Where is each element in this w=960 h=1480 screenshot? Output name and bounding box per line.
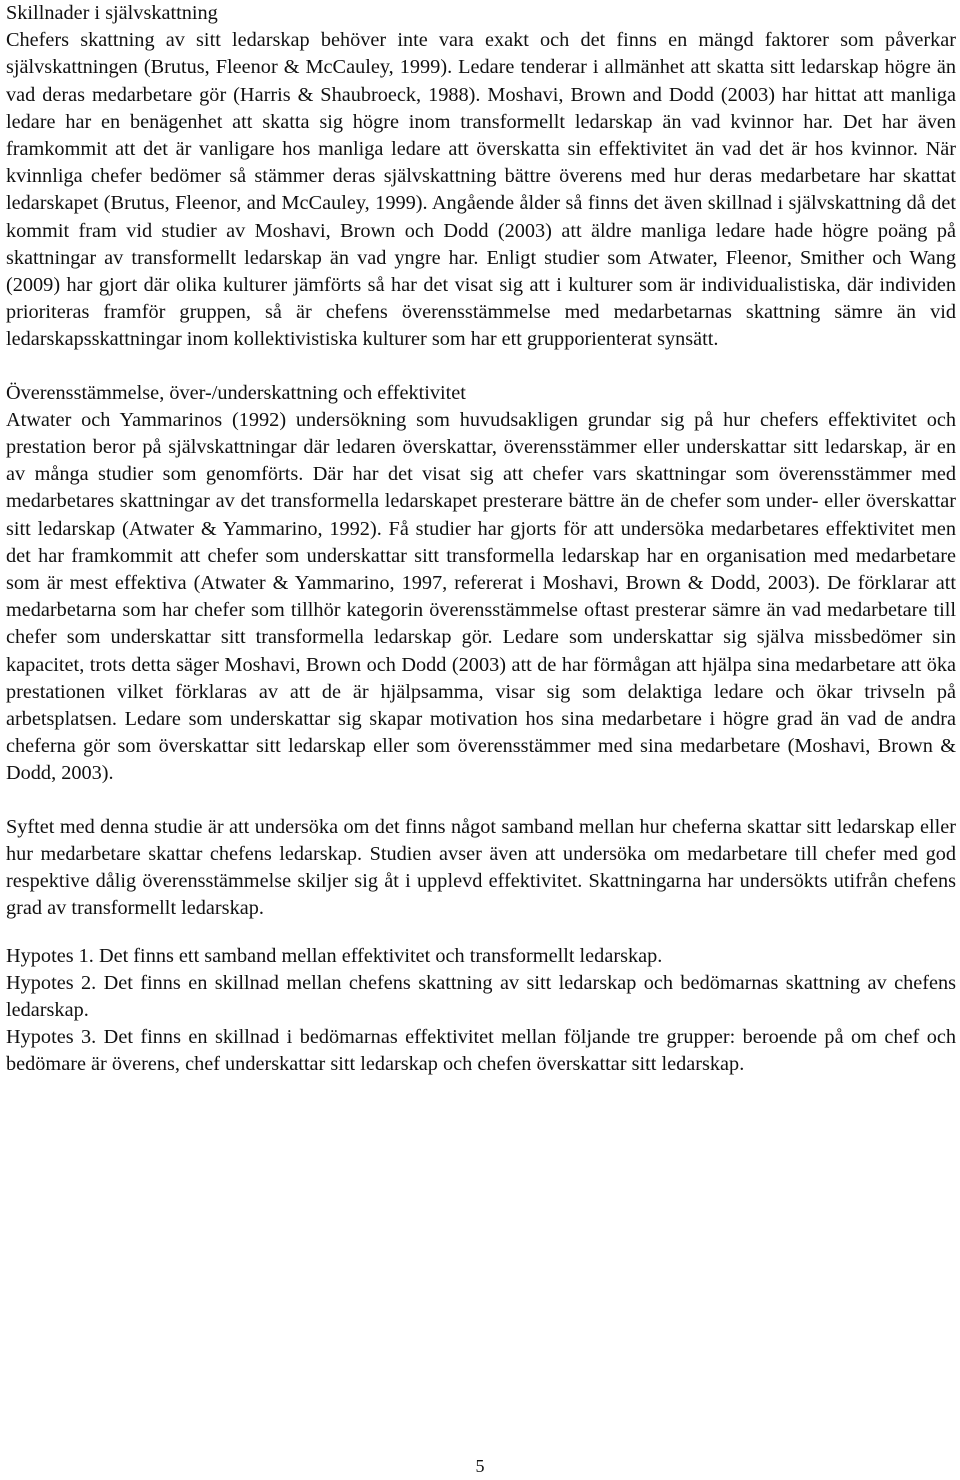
hypothesis-3: Hypotes 3. Det finns en skillnad i bedömarnas effektivitet mellan följande tre grupper: beroende på om chef och bedömare är överens, chef underskattar sitt ledarskap och chefen överskattar sitt ledarskap. — [6, 1026, 956, 1076]
section-heading-self-assessment: Skillnader i självskattning — [6, 2, 218, 24]
spacer — [6, 788, 956, 814]
paragraph-agreement: Atwater och Yammarinos (1992) undersökning som huvudsakligen grundar sig på hur chefers effektivitet och prestation beror på självskattningar där ledaren överskattar, överensstämmer eller underskattar sitt ledarskap, är en av många studier som genomförts. Där har det visat sig att chefer vars skattningar som överensstämmer med medarbetares skattningar av det transformella ledarskapet presterare bättre än de chefer som under- eller överskattar sitt ledarskap (Atwater & Yammarino, 1992). Få studier har gjorts för att undersöka medarbetares effektivitet men det har framkommit att chefer som underskattar sitt transformella ledarskap har en organisation med medarbetare som är mest effektiva (Atwater & Yammarino, 1997, refererat i Moshavi, Brown & Dodd, 2003). De förklarar att medarbetarna som har chefer som tillhör kategorin överensstämmelse oftast presterar sämre än vad medarbetare till chefer som underskattar sitt transformella ledarskap gör. Ledare som underskattar sig själva missbedömer sin kapacitet, trots detta säger Moshavi, Brown och Dodd (2003) att de har förmågan att hjälpa sina medarbetare att öka prestationen vilket förklaras av att de är hjälpsamma, visar sig som delaktiga ledare och ökar trivseln på arbetsplatsen. Ledare som underskattar sig skapar motivation hos sina medarbetare i högre grad än vad de andra cheferna gör som överskattar sitt ledarskap eller som överensstämmer med sina medarbetare (Moshavi, Brown & Dodd, 2003). — [6, 408, 956, 785]
section-heading-agreement: Överensstämmelse, över-/underskattning och effektivitet — [6, 381, 466, 404]
paragraph-purpose: Syftet med denna studie är att undersöka om det finns något samband mellan hur cheferna skattar sitt ledarskap eller hur medarbetare skattar chefens ledarskap. Studien avser även att undersöka om medarbetare till chefer med god respektive dålig överensstämmelse skiljer sig åt i upplevd effektivitet. Skattningarna har undersökts utifrån chefens grad av transformellt ledarskap. — [6, 815, 956, 920]
paragraph-self-assessment: Chefers skattning av sitt ledarskap behöver inte vara exakt och det finns en mängd faktorer som påverkar självskattningen (Brutus, Fleenor & McCauley, 1999). Ledare tenderar i allmänhet att skatta sitt ledarskap högre än vad deras medarbetare gör (Harris & Shaubroeck, 1988). Moshavi, Brown and Dodd (2003) har hittat att manliga ledare har en benägenhet att skatta sig högre inom transformellt ledarskap än vad kvinnor har. Det har även framkommit att det är vanligare hos manliga ledare att överskatta sin effektivitet än vad det är hos kvinnor. När kvinnliga chefer bedömer så stämmer deras självskattning bättre överens med hur deras medarbetare har skattat ledarskapet (Brutus, Fleenor, and McCauley, 1999). Angående ålder så finns det även skillnad i självskattning då det kommit fram vid studier av Moshavi, Brown och Dodd (2003) att äldre manliga ledare hade högre poäng på skattningar av transformellt ledarskap än vad yngre har. Enligt studier som Atwater, Fleenor, Smither och Wang (2009) har gjort där olika kulturer jämförts så har det visat sig att i kulturer som är individualistiska, där individen prioriteras framför gruppen, så är chefens överensstämmelse med medarbetarnas skattning sämre än vid ledarskapsskattningar inom kollektivistiska kulturer som har ett grupporienterat synsätt. — [6, 29, 956, 351]
spacer — [6, 354, 956, 380]
document-page — [6, 0, 956, 1079]
hypothesis-2: Hypotes 2. Det finns en skillnad mellan chefens skattning av sitt ledarskap och bedömarnas skattning av chefens ledarskap. — [6, 971, 956, 1021]
spacer — [6, 923, 956, 943]
hypothesis-1: Hypotes 1. Det finns ett samband mellan effektivitet och transformellt ledarskap. — [6, 944, 663, 967]
page-number: 5 — [475, 1456, 485, 1476]
